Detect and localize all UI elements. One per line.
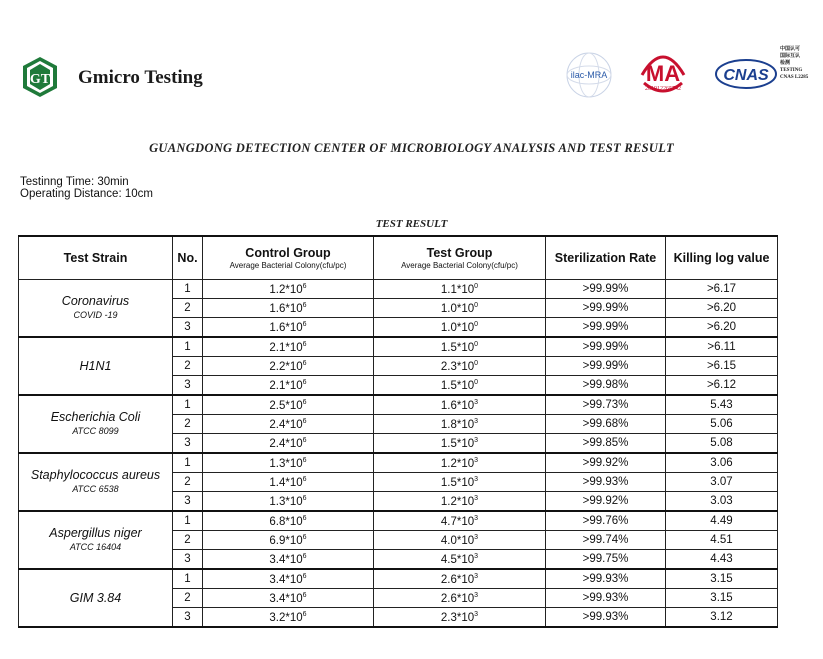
testing-time: Testinng Time: 30min [20,176,129,188]
killing-log-value: >6.17 [666,280,778,299]
row-number: 3 [173,434,203,454]
test-exponent: 3 [474,514,479,522]
killing-log-value: >6.15 [666,357,778,376]
control-exponent: 6 [302,301,307,309]
sterilization-rate: >99.74% [546,531,666,550]
killing-log-value: 5.43 [666,395,778,415]
control-value [203,550,374,570]
ma-number: 201912265742 [645,86,681,92]
strain-name: Escherichia Coli [50,410,141,424]
killing-log-value: 3.15 [666,589,778,608]
control-mantissa: 3.2*10 [269,611,303,624]
row-number: 1 [173,569,203,589]
control-mantissa: 3.4*10 [269,553,303,566]
row-number: 2 [173,589,203,608]
killing-log-value: 5.06 [666,415,778,434]
test-strain-cell [19,569,173,627]
control-exponent: 6 [302,398,307,406]
row-number: 3 [173,550,203,570]
test-exponent: 3 [474,398,479,406]
ma-label: MA [645,61,681,86]
sterilization-rate: >99.93% [546,608,666,628]
control-value [203,531,374,550]
control-mantissa: 2.4*10 [269,437,303,450]
killing-log-value: >6.20 [666,318,778,338]
sterilization-rate: >99.99% [546,299,666,318]
sterilization-rate: >99.98% [546,376,666,396]
test-value [374,395,546,415]
test-exponent: 3 [474,533,479,541]
control-exponent: 6 [302,456,307,464]
header-control-group [203,236,374,280]
test-value [374,511,546,531]
test-mantissa: 1.5*10 [440,476,475,489]
test-mantissa: 1.5*10 [440,341,475,354]
test-mantissa: 1.5*10 [440,437,475,450]
control-mantissa: 1.3*10 [269,457,303,470]
sterilization-rate: >99.93% [546,569,666,589]
control-exponent: 6 [302,417,307,425]
test-exponent: 3 [474,417,479,425]
killing-log-value: 4.51 [666,531,778,550]
results-body [19,280,778,628]
control-mantissa: 2.5*10 [269,399,303,412]
killing-log-value: 3.03 [666,492,778,512]
test-exponent: 0 [474,340,479,348]
control-mantissa: 6.8*10 [269,515,303,528]
test-mantissa: 1.2*10 [440,495,475,508]
control-exponent: 6 [302,591,307,599]
row-number: 1 [173,280,203,299]
test-exponent: 0 [474,359,479,367]
cnas-badge-icon [712,48,780,96]
table-row [19,280,778,299]
row-number: 1 [173,453,203,473]
killing-log-value: >6.20 [666,299,778,318]
document-title: GUANGDONG DETECTION CENTER OF MICROBIOLOGY ANALYSIS AND TEST RESULT [149,141,674,155]
control-value [203,318,374,338]
test-mantissa: 1.0*10 [440,302,475,315]
row-number: 2 [173,531,203,550]
test-mantissa: 1.0*10 [440,321,475,334]
sterilization-rate: >99.75% [546,550,666,570]
control-value [203,299,374,318]
test-exponent: 3 [474,552,479,560]
strain-name: H1N1 [79,359,112,373]
operating-distance: Operating Distance: 10cm [20,188,153,200]
test-mantissa: 4.7*10 [440,515,475,528]
test-value [374,415,546,434]
cnas-side-line: TESTING [780,68,803,73]
header-no: No. [173,236,203,280]
test-mantissa: 4.0*10 [440,534,475,547]
control-value [203,395,374,415]
test-strain-cell [19,395,173,453]
test-strain-cell [19,453,173,511]
sterilization-rate: >99.99% [546,357,666,376]
test-exponent: 0 [474,282,479,290]
strain-name: Coronavirus [61,294,130,308]
control-exponent: 6 [302,359,307,367]
header-test-sub: Average Bacterial Colony(cfu/pc) [401,261,518,270]
strain-sub: ATCC 8099 [72,426,119,436]
test-exponent: 3 [474,436,479,444]
control-value [203,280,374,299]
test-value [374,608,546,628]
control-exponent: 6 [302,436,307,444]
test-exponent: 0 [474,301,479,309]
test-value [374,299,546,318]
killing-log-value: 3.06 [666,453,778,473]
control-value [203,589,374,608]
sterilization-rate: >99.99% [546,337,666,357]
control-mantissa: 2.2*10 [269,360,303,373]
killing-log-value: 3.07 [666,473,778,492]
cnas-side-line: 检测 [780,61,791,66]
control-mantissa: 1.2*10 [269,283,303,296]
table-row [19,511,778,531]
control-value [203,569,374,589]
control-exponent: 6 [302,475,307,483]
test-value [374,337,546,357]
results-table [18,235,778,628]
test-mantissa: 1.2*10 [440,457,475,470]
cnas-side-line: 国际互认 [780,54,801,59]
control-exponent: 6 [302,340,307,348]
test-value [374,492,546,512]
row-number: 3 [173,376,203,396]
test-value [374,473,546,492]
sterilization-rate: >99.92% [546,453,666,473]
control-exponent: 6 [302,572,307,580]
row-number: 1 [173,337,203,357]
control-exponent: 6 [302,552,307,560]
table-header-row [19,236,778,280]
test-mantissa: 1.8*10 [440,418,475,431]
killing-log-value: 5.08 [666,434,778,454]
control-exponent: 6 [302,494,307,502]
table-row [19,395,778,415]
test-mantissa: 2.6*10 [440,573,475,586]
ilac-label: ilac-MRA [570,70,608,80]
sterilization-rate: >99.93% [546,589,666,608]
control-mantissa: 2.4*10 [269,418,303,431]
control-value [203,376,374,396]
sterilization-rate: >99.73% [546,395,666,415]
test-mantissa: 2.3*10 [440,360,475,373]
control-mantissa: 6.9*10 [269,534,303,547]
header-control-label: Control Group [245,246,331,260]
row-number: 3 [173,492,203,512]
test-value [374,453,546,473]
strain-sub: COVID -19 [73,310,118,320]
control-value [203,473,374,492]
row-number: 3 [173,318,203,338]
strain-sub: ATCC 16404 [69,542,122,552]
test-exponent: 3 [474,475,479,483]
control-value [203,453,374,473]
test-value [374,589,546,608]
table-row [19,453,778,473]
control-value [203,337,374,357]
header-sterilization-rate: Sterilization Rate [546,236,666,280]
row-number: 2 [173,473,203,492]
strain-name: Aspergillus niger [49,526,142,540]
table-row [19,569,778,589]
sterilization-rate: >99.76% [546,511,666,531]
test-mantissa: 1.1*10 [440,283,475,296]
sterilization-rate: >99.85% [546,434,666,454]
test-value [374,376,546,396]
ilac-mra-badge-icon [558,50,620,100]
strain-name: GIM 3.84 [69,591,122,605]
row-number: 2 [173,357,203,376]
test-exponent: 3 [474,494,479,502]
row-number: 1 [173,511,203,531]
test-value [374,531,546,550]
killing-log-value: >6.12 [666,376,778,396]
control-mantissa: 1.4*10 [269,476,303,489]
test-value [374,569,546,589]
control-mantissa: 2.1*10 [269,341,303,354]
control-value [203,492,374,512]
header-control-sub: Average Bacterial Colony(cfu/pc) [229,261,347,270]
control-mantissa: 3.4*10 [269,573,303,586]
row-number: 3 [173,608,203,628]
test-mantissa: 1.5*10 [440,379,475,392]
table-row [19,337,778,357]
test-strain-cell [19,280,173,338]
brand-name: Gmicro Testing [78,67,203,88]
control-mantissa: 1.6*10 [269,321,303,334]
cnas-side-line: 中国认可 [780,47,801,52]
control-exponent: 6 [302,514,307,522]
control-exponent: 6 [302,320,307,328]
control-value [203,608,374,628]
ma-badge-icon [632,45,694,101]
header-killing-log: Killing log value [666,236,778,280]
test-mantissa: 2.3*10 [440,611,475,624]
killing-log-value: >6.11 [666,337,778,357]
strain-sub: ATCC 6538 [72,484,119,494]
killing-log-value: 4.43 [666,550,778,570]
test-mantissa: 1.6*10 [440,399,475,412]
control-value [203,357,374,376]
logo-letters: GT [29,72,51,87]
header-test-group [374,236,546,280]
cnas-label: CNAS [723,67,769,84]
table-title: TEST RESULT [375,218,448,230]
strain-name: Staphylococcus aureus [30,468,161,482]
test-mantissa: 2.6*10 [440,592,475,605]
header-test-strain: Test Strain [19,236,173,280]
control-value [203,434,374,454]
control-exponent: 6 [302,610,307,618]
cnas-side-line: CNAS L2285 [780,75,809,80]
control-exponent: 6 [302,378,307,386]
test-value [374,550,546,570]
test-exponent: 3 [474,591,479,599]
test-exponent: 0 [474,378,479,386]
control-value [203,415,374,434]
test-meta [20,176,153,200]
killing-log-value: 3.15 [666,569,778,589]
gmicro-logo-icon [20,55,60,99]
test-value [374,280,546,299]
sterilization-rate: >99.68% [546,415,666,434]
test-exponent: 3 [474,572,479,580]
sterilization-rate: >99.99% [546,280,666,299]
test-strain-cell [19,511,173,569]
sterilization-rate: >99.99% [546,318,666,338]
control-mantissa: 2.1*10 [269,379,303,392]
sterilization-rate: >99.92% [546,492,666,512]
sterilization-rate: >99.93% [546,473,666,492]
killing-log-value: 3.12 [666,608,778,628]
test-strain-cell [19,337,173,395]
control-exponent: 6 [302,282,307,290]
test-exponent: 3 [474,610,479,618]
control-mantissa: 3.4*10 [269,592,303,605]
control-value [203,511,374,531]
cnas-side-text [780,46,808,81]
test-exponent: 0 [474,320,479,328]
control-exponent: 6 [302,533,307,541]
row-number: 2 [173,415,203,434]
header-test-label: Test Group [426,246,493,260]
test-value [374,434,546,454]
test-mantissa: 4.5*10 [440,553,475,566]
test-value [374,318,546,338]
killing-log-value: 4.49 [666,511,778,531]
test-exponent: 3 [474,456,479,464]
row-number: 2 [173,299,203,318]
test-value [374,357,546,376]
control-mantissa: 1.6*10 [269,302,303,315]
row-number: 1 [173,395,203,415]
control-mantissa: 1.3*10 [269,495,303,508]
